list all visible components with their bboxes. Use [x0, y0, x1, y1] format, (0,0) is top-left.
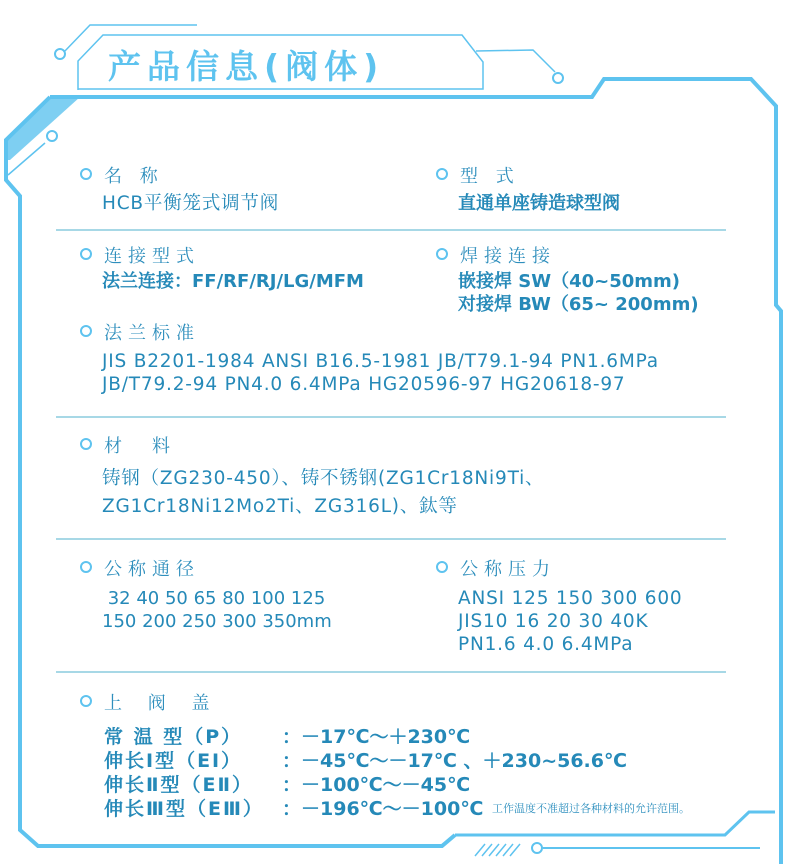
section-value: 法兰连接：FF/RF/RJ/LG/MFM [102, 271, 364, 292]
section-label: 法兰标准 [102, 322, 659, 346]
temperature-note: 工作温度不准超过各种材料的允许范围。 [492, 802, 690, 815]
section-name [102, 165, 279, 215]
bonnet-sep: ： [282, 798, 302, 820]
section-label: 型 式 [458, 165, 620, 189]
section-connection [102, 245, 364, 293]
bonnet-type: 伸长Ⅰ型（EⅠ） [104, 750, 243, 772]
section-value-line: ANSI 125 150 300 600 [458, 588, 683, 609]
section-material [102, 435, 544, 521]
section-value-line: JIS B2201-1984 ANSI B16.5-1981 JB/T79.1-94 PN1.6MPa [102, 351, 659, 372]
section-value-line: 150 200 250 300 350mm [102, 611, 332, 632]
section-label: 上 阀 盖 [104, 693, 220, 714]
section-flange-standard [102, 322, 659, 396]
bonnet-sep: ： [282, 750, 302, 772]
section-label: 材 料 [102, 435, 544, 459]
section-welding [458, 245, 699, 316]
bonnet-row [104, 749, 627, 773]
bonnet-type: 常 温 型（P） [104, 726, 243, 748]
section-label: 公称压力 [458, 558, 682, 582]
section-label: 名 称 [102, 165, 279, 189]
section-value-line: 32 40 50 65 80 100 125 [102, 588, 326, 609]
bonnet-type: 伸长Ⅲ型（EⅢ） [104, 798, 264, 820]
section-value-line: 对接焊 BW（65~ 200mm) [458, 294, 699, 315]
section-value-line: PN1.6 4.0 6.4MPa [458, 634, 634, 655]
section-value-line: 嵌接焊 SW（40~50mm) [458, 271, 681, 292]
bonnet-range: －100℃～－45℃ [301, 774, 471, 796]
bonnet-row [104, 773, 470, 797]
divider [56, 229, 726, 231]
bonnet-row [104, 725, 470, 749]
section-label: 连接型式 [102, 245, 364, 269]
section-value-line: 铸钢（ZG230-450）、铸不锈钢(ZG1Cr18Ni9Ti、 [102, 468, 545, 489]
section-value-line: JIS10 16 20 30 40K [458, 611, 649, 632]
section-type [458, 165, 620, 215]
bonnet-range: －45℃～－17℃ 、＋230~56.6℃ [301, 750, 627, 772]
section-bonnet [102, 692, 219, 716]
divider [56, 671, 726, 673]
section-label: 焊接连接 [458, 245, 699, 269]
section-value: 直通单座铸造球型阀 [458, 193, 620, 214]
bonnet-sep: ： [282, 774, 302, 796]
divider [56, 538, 726, 540]
bonnet-range: －17℃～＋230℃ [301, 726, 471, 748]
section-value-line: JB/T79.2-94 PN4.0 6.4MPa HG20596-97 HG20618-97 [102, 374, 626, 395]
section-label: 公称通径 [102, 558, 332, 582]
section-nominal-diameter [102, 558, 332, 633]
section-value-line: ZG1Cr18Ni12Mo2Ti、ZG316L)、鈦等 [102, 496, 458, 517]
section-value: HCB平衡笼式调节阀 [102, 193, 280, 214]
bonnet-range: －196℃～－100℃ [301, 798, 484, 820]
bonnet-row [104, 797, 483, 821]
page-title: 产品信息(阀体) [108, 47, 385, 86]
divider [56, 416, 726, 418]
bonnet-sep: ： [282, 726, 302, 748]
section-nominal-pressure [458, 558, 682, 656]
bonnet-type: 伸长Ⅱ型（EⅡ） [104, 774, 254, 796]
